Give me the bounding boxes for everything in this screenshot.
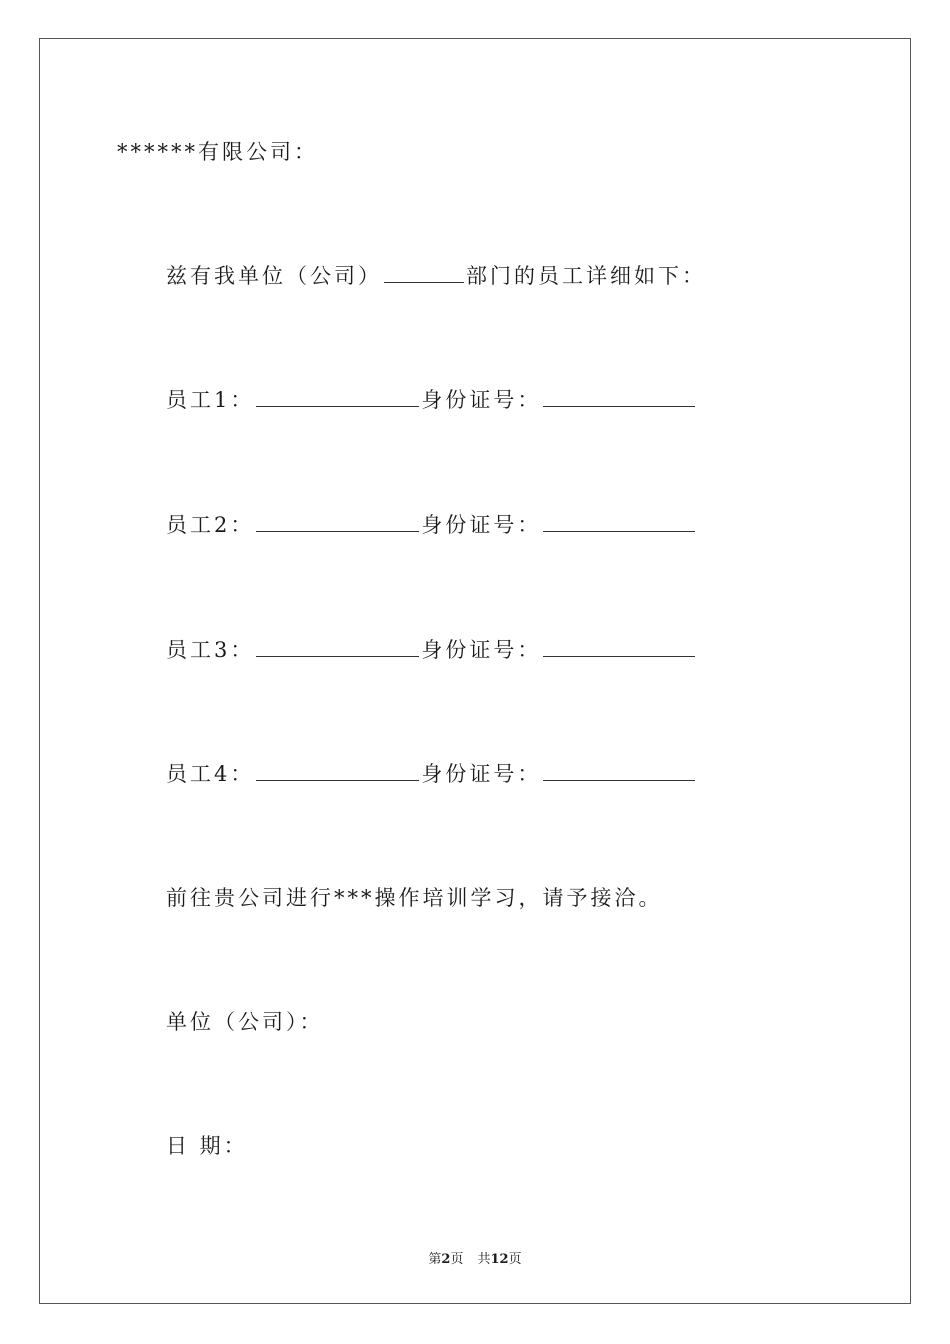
- id-number-blank[interactable]: [543, 760, 695, 781]
- id-number-blank[interactable]: [543, 386, 695, 407]
- id-number-label: 身份证号：: [421, 638, 542, 662]
- page-footer: [0, 1248, 950, 1267]
- employee-row: [166, 385, 697, 415]
- employee-name-blank[interactable]: [256, 386, 419, 407]
- intro-text-after: 部门的员工详细如下：: [466, 264, 706, 288]
- page-frame: [39, 38, 911, 1304]
- id-number-label: 身份证号：: [421, 388, 542, 412]
- total-prefix: 共: [477, 1252, 491, 1267]
- employee-name-blank[interactable]: [256, 511, 419, 532]
- salutation-line: ******有限公司：: [117, 140, 318, 164]
- employee-row: [166, 510, 697, 540]
- id-number-blank[interactable]: [543, 636, 695, 657]
- employee-label: 员工1：: [166, 388, 255, 412]
- employee-row: [166, 635, 697, 665]
- employee-label: 员工4：: [166, 762, 255, 786]
- total-suffix: 页: [508, 1252, 522, 1267]
- department-blank[interactable]: [384, 262, 464, 283]
- employee-label: 员工3：: [166, 638, 255, 662]
- employee-name-blank[interactable]: [256, 760, 419, 781]
- id-number-label: 身份证号：: [421, 513, 542, 537]
- purpose-line: 前往贵公司进行***操作培训学习，请予接洽。: [166, 886, 663, 910]
- page-suffix: 页: [450, 1252, 464, 1267]
- unit-label: 单位（公司）：: [166, 1010, 324, 1034]
- employee-label: 员工2：: [166, 513, 255, 537]
- employee-row: [166, 759, 697, 789]
- id-number-label: 身份证号：: [421, 762, 542, 786]
- intro-text-before: 兹有我单位（公司）: [166, 264, 382, 288]
- intro-line: [166, 261, 706, 291]
- employee-name-blank[interactable]: [256, 636, 419, 657]
- date-label: 日 期：: [166, 1134, 248, 1158]
- id-number-blank[interactable]: [543, 511, 695, 532]
- page-prefix: 第: [428, 1252, 442, 1267]
- total-page-number: 12: [490, 1252, 509, 1267]
- current-page-number: 2: [441, 1252, 451, 1267]
